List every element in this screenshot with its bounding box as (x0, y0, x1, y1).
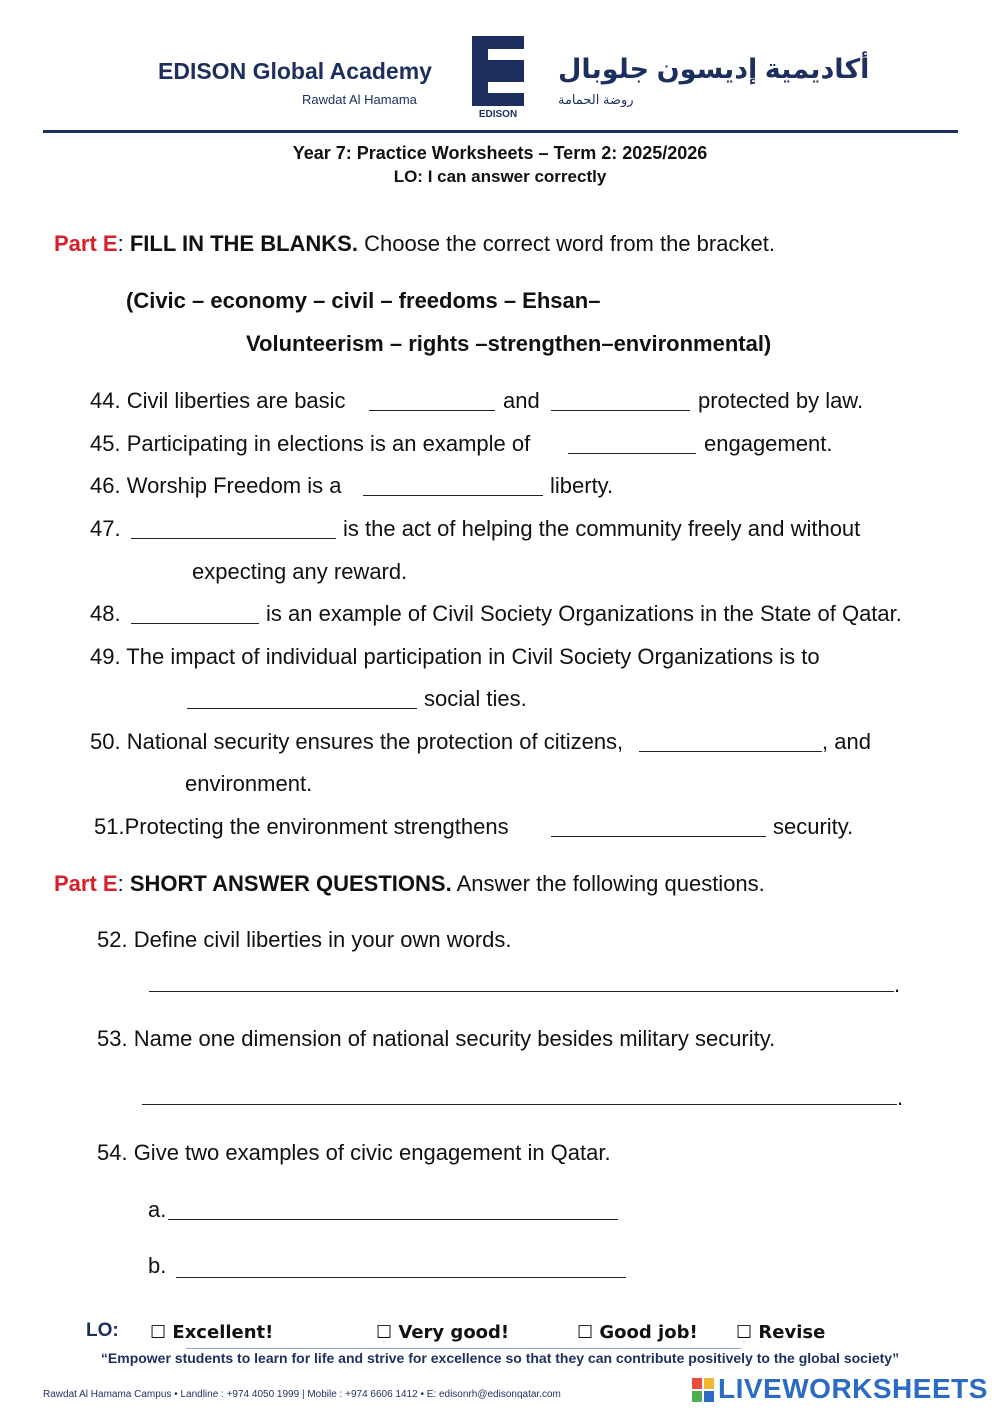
q48-number: 48. (90, 601, 121, 626)
school-name-english: EDISON Global Academy (158, 58, 432, 84)
q54-option-a-line[interactable] (168, 1219, 618, 1220)
rating-underline (186, 1348, 741, 1349)
q48-blank[interactable] (131, 623, 259, 624)
section-instruction: Answer the following questions. (451, 871, 765, 896)
part-colon: : (117, 871, 130, 896)
q47-blank[interactable] (131, 538, 336, 539)
rating-revise[interactable]: ☐ Revise (736, 1322, 826, 1343)
rating-good-job[interactable]: ☐ Good job! (577, 1322, 698, 1343)
rating-very-good[interactable]: ☐ Very good! (376, 1322, 510, 1343)
q44-text-b: and (503, 388, 540, 413)
q44-text-a: 44. Civil liberties are basic (90, 388, 346, 413)
lo-rating-label: LO: (86, 1320, 119, 1341)
q47-text-b: is the act of helping the community freely and without (343, 516, 861, 541)
liveworksheets-watermark: LIVEWORKSHEETS (718, 1373, 988, 1404)
q53-line-end: . (897, 1085, 904, 1110)
q47-text-c: expecting any reward. (192, 559, 408, 584)
q49-text-a: 49. The impact of individual participation in Civil Society Organizations is to (90, 644, 820, 669)
part-label: Part E (54, 231, 118, 256)
campus-name-english: Rawdat Al Hamama (302, 92, 417, 107)
section-title: SHORT ANSWER QUESTIONS. (129, 871, 452, 896)
q49-blank[interactable] (187, 708, 417, 709)
q47-number: 47. (90, 516, 121, 541)
section-heading-fill-blanks (54, 231, 775, 257)
word-bank-line-1: (Civic – economy – civil – freedoms – Ehsan– (126, 288, 601, 313)
q50-blank[interactable] (639, 751, 822, 752)
liveworksheets-logo-icon (692, 1378, 714, 1402)
part-colon: : (117, 231, 130, 256)
part-label: Part E (54, 871, 118, 896)
q53-text: 53. Name one dimension of national security besides military security. (97, 1026, 776, 1051)
q52-answer-line[interactable] (149, 991, 894, 992)
q50-text-b: , and (822, 729, 871, 754)
learning-objective: LO: I can answer correctly (393, 167, 607, 186)
school-motto: “Empower students to learn for life and strive for excellence so that they can contribute positively to the global society” (100, 1350, 900, 1366)
q52-line-end: . (894, 972, 901, 997)
q54-option-a-label: a. (148, 1197, 167, 1222)
q49-text-b: social ties. (424, 686, 527, 711)
q54-option-b-label: b. (148, 1253, 167, 1278)
q45-blank[interactable] (568, 453, 696, 454)
q51-text-a: 51.Protecting the environment strengthens (94, 814, 509, 839)
q45-text-a: 45. Participating in elections is an example of (90, 431, 531, 456)
q51-text-b: security. (773, 814, 854, 839)
logo-label: EDISON (478, 109, 518, 120)
word-bank-line-2: Volunteerism – rights –strengthen–environmental) (246, 331, 772, 356)
q44-blank-1[interactable] (369, 410, 495, 411)
section-instruction: Choose the correct word from the bracket. (357, 231, 775, 256)
q45-text-b: engagement. (704, 431, 833, 456)
q50-text-c: environment. (185, 771, 313, 796)
school-name-arabic: أكاديمية إديسون جلوبال (558, 54, 870, 84)
q54-option-b-line[interactable] (176, 1277, 626, 1278)
q48-text-b: is an example of Civil Society Organizations in the State of Qatar. (266, 601, 902, 626)
q44-blank-2[interactable] (551, 410, 690, 411)
q46-text-b: liberty. (550, 473, 614, 498)
q52-text: 52. Define civil liberties in your own words. (97, 927, 512, 952)
q51-blank[interactable] (551, 836, 766, 837)
q53-answer-line[interactable] (142, 1104, 897, 1105)
worksheet-title: Year 7: Practice Worksheets – Term 2: 2025/2026 (292, 143, 708, 163)
rating-excellent[interactable]: ☐ Excellent! (150, 1322, 274, 1343)
q46-text-a: 46. Worship Freedom is a (90, 473, 342, 498)
q54-text: 54. Give two examples of civic engagement in Qatar. (97, 1140, 611, 1165)
q50-text-a: 50. National security ensures the protection of citizens, (90, 729, 624, 754)
contact-info: Rawdat Al Hamama Campus • Landline : +974 4050 1999 | Mobile : +974 6606 1412 • E: edisonrh@edisonqatar.com (43, 1389, 561, 1400)
q44-text-c: protected by law. (698, 388, 864, 413)
header-divider (43, 130, 958, 133)
section-heading-short-answer (54, 871, 765, 897)
q46-blank[interactable] (363, 495, 543, 496)
section-title: FILL IN THE BLANKS. (129, 231, 358, 256)
campus-name-arabic: روضة الحمامة (558, 92, 634, 107)
